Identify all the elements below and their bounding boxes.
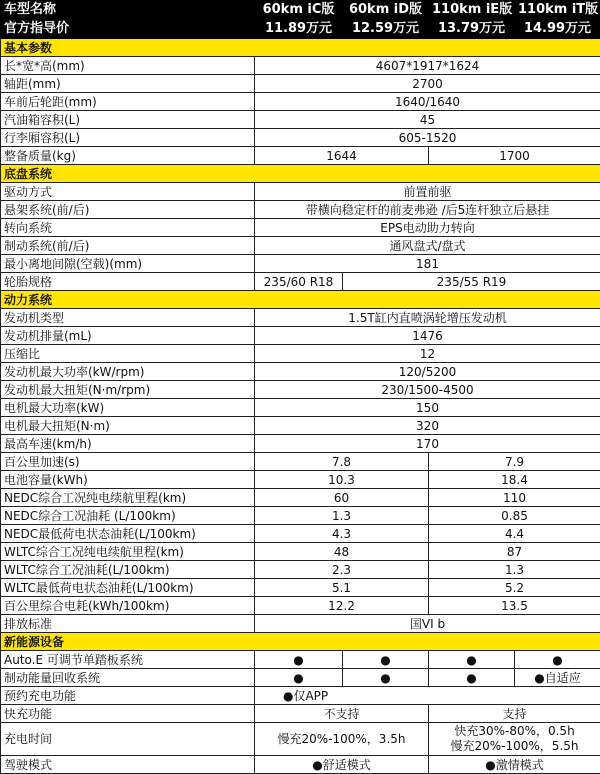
table-row xyxy=(1,471,600,489)
row-label: 百公里加速(s) xyxy=(1,453,255,471)
feature-dot: ●自适应 xyxy=(515,669,600,687)
row-label: 轮胎规格 xyxy=(1,273,255,291)
table-row xyxy=(1,57,600,75)
row-value: ●激情模式 xyxy=(429,756,600,774)
row-label: Auto.E 可调节单踏板系统 xyxy=(1,651,255,669)
row-value: 13.5 xyxy=(429,597,600,615)
table-row xyxy=(1,756,600,774)
row-value: 181 xyxy=(255,255,600,273)
row-value: 45 xyxy=(255,111,600,129)
row-label: 悬架系统(前/后) xyxy=(1,201,255,219)
row-value: EPS电动助力转向 xyxy=(255,219,600,237)
row-value: 4.3 xyxy=(255,525,429,543)
row-label: 发动机最大功率(kW/rpm) xyxy=(1,363,255,381)
section-header xyxy=(1,291,600,309)
row-value: 1640/1640 xyxy=(255,93,600,111)
section-header xyxy=(1,39,600,57)
row-value: 国VI b xyxy=(255,615,600,633)
table-row xyxy=(1,327,600,345)
row-value: 87 xyxy=(429,543,600,561)
header-row-model xyxy=(1,1,600,20)
row-value: 12.2 xyxy=(255,597,429,615)
row-label: WLTC综合工况纯电续航里程(km) xyxy=(1,543,255,561)
feature-dot: ● xyxy=(429,651,515,669)
row-label: 排放标准 xyxy=(1,615,255,633)
section-title-power: 动力系统 xyxy=(1,291,600,309)
row-label: WLTC综合工况油耗(L/100km) xyxy=(1,561,255,579)
feature-dot: ● xyxy=(343,669,429,687)
row-value: 18.4 xyxy=(429,471,600,489)
row-value: 1.3 xyxy=(255,507,429,525)
header-price-label: 官方指导价 xyxy=(1,20,255,39)
table-row xyxy=(1,399,600,417)
row-label: 发动机最大扭矩(N·m/rpm) xyxy=(1,381,255,399)
table-row xyxy=(1,615,600,633)
table-row xyxy=(1,147,600,165)
table-row xyxy=(1,111,600,129)
row-value: 0.85 xyxy=(429,507,600,525)
section-header xyxy=(1,165,600,183)
table-row xyxy=(1,561,600,579)
row-label: 充电时间 xyxy=(1,723,255,756)
row-label: 压缩比 xyxy=(1,345,255,363)
table-row xyxy=(1,363,600,381)
model-name: 60km iD版 xyxy=(343,1,429,20)
feature-dot: ● xyxy=(343,651,429,669)
section-title-basic: 基本参数 xyxy=(1,39,600,57)
table-row xyxy=(1,417,600,435)
row-value: 5.2 xyxy=(429,579,600,597)
model-price: 11.89万元 xyxy=(255,20,343,39)
row-label: 整备质量(kg) xyxy=(1,147,255,165)
row-label: 百公里综合电耗(kWh/100km) xyxy=(1,597,255,615)
row-value: 170 xyxy=(255,435,600,453)
row-label: 发动机类型 xyxy=(1,309,255,327)
row-label: 汽油箱容积(L) xyxy=(1,111,255,129)
row-value: ●仅APP xyxy=(255,687,600,705)
row-value: 150 xyxy=(255,399,600,417)
table-row xyxy=(1,597,600,615)
table-row xyxy=(1,723,600,756)
row-value: 1476 xyxy=(255,327,600,345)
row-label: 驱动方式 xyxy=(1,183,255,201)
row-value: 1.5T缸内直喷涡轮增压发动机 xyxy=(255,309,600,327)
row-value: 10.3 xyxy=(255,471,429,489)
row-value: 7.8 xyxy=(255,453,429,471)
row-label: 转向系统 xyxy=(1,219,255,237)
table-row xyxy=(1,669,600,687)
row-value-multiline xyxy=(429,723,600,756)
header-row-price xyxy=(1,20,600,39)
table-row xyxy=(1,507,600,525)
row-value: 48 xyxy=(255,543,429,561)
row-label: 电机最大功率(kW) xyxy=(1,399,255,417)
header-model-label: 车型名称 xyxy=(1,1,255,20)
model-name: 110km iE版 xyxy=(429,1,515,20)
table-row xyxy=(1,273,600,291)
row-value: 慢充20%-100%，3.5h xyxy=(255,723,429,756)
table-row xyxy=(1,129,600,147)
row-value: ●舒适模式 xyxy=(255,756,429,774)
row-value: 2700 xyxy=(255,75,600,93)
row-value: 前置前驱 xyxy=(255,183,600,201)
row-label: 预约充电功能 xyxy=(1,687,255,705)
model-name: 110km iT版 xyxy=(515,1,600,20)
row-label: 最小离地间隙(空载)(mm) xyxy=(1,255,255,273)
table-row xyxy=(1,183,600,201)
row-label: 驾驶模式 xyxy=(1,756,255,774)
row-value: 通风盘式/盘式 xyxy=(255,237,600,255)
row-value: 2.3 xyxy=(255,561,429,579)
table-row xyxy=(1,345,600,363)
table-row xyxy=(1,255,600,273)
row-value: 5.1 xyxy=(255,579,429,597)
row-value: 320 xyxy=(255,417,600,435)
feature-dot: ● xyxy=(429,669,515,687)
row-value: 235/60 R18 xyxy=(255,273,343,291)
row-label: 电池容量(kWh) xyxy=(1,471,255,489)
table-row xyxy=(1,219,600,237)
row-value: 235/55 R19 xyxy=(343,273,600,291)
row-label: 发动机排量(mL) xyxy=(1,327,255,345)
row-value: 12 xyxy=(255,345,600,363)
row-value: 4607*1917*1624 xyxy=(255,57,600,75)
row-label: WLTC最低荷电状态油耗(L/100km) xyxy=(1,579,255,597)
row-label: 最高车速(km/h) xyxy=(1,435,255,453)
row-label: 车前后轮距(mm) xyxy=(1,93,255,111)
section-title-chassis: 底盘系统 xyxy=(1,165,600,183)
row-label: NEDC最低荷电状态油耗(L/100km) xyxy=(1,525,255,543)
row-value: 605-1520 xyxy=(255,129,600,147)
table-row xyxy=(1,687,600,705)
row-value: 230/1500-4500 xyxy=(255,381,600,399)
row-label: 快充功能 xyxy=(1,705,255,723)
model-price: 13.79万元 xyxy=(429,20,515,39)
row-value: 带横向稳定杆的前麦弗逊 /后5连杆独立后悬挂 xyxy=(255,201,600,219)
row-value: 4.4 xyxy=(429,525,600,543)
table-row xyxy=(1,93,600,111)
row-value: 1700 xyxy=(429,147,600,165)
row-label: 长*宽*高(mm) xyxy=(1,57,255,75)
row-value: 1644 xyxy=(255,147,429,165)
table-row xyxy=(1,579,600,597)
row-label: 制动能量回收系统 xyxy=(1,669,255,687)
feature-dot: ● xyxy=(515,651,600,669)
table-row xyxy=(1,201,600,219)
table-row xyxy=(1,381,600,399)
row-label: NEDC综合工况油耗 (L/100km) xyxy=(1,507,255,525)
table-row xyxy=(1,435,600,453)
table-row xyxy=(1,525,600,543)
row-label: 轴距(mm) xyxy=(1,75,255,93)
section-title-nev: 新能源设备 xyxy=(1,633,600,651)
table-row xyxy=(1,705,600,723)
table-row xyxy=(1,489,600,507)
model-price: 14.99万元 xyxy=(515,20,600,39)
table-row xyxy=(1,75,600,93)
table-row xyxy=(1,651,600,669)
row-value: 不支持 xyxy=(255,705,429,723)
row-value: 60 xyxy=(255,489,429,507)
row-value: 7.9 xyxy=(429,453,600,471)
row-value: 110 xyxy=(429,489,600,507)
row-value: 120/5200 xyxy=(255,363,600,381)
model-price: 12.59万元 xyxy=(343,20,429,39)
row-label: 制动系统(前/后) xyxy=(1,237,255,255)
table-row xyxy=(1,453,600,471)
row-label: 电机最大扭矩(N·m) xyxy=(1,417,255,435)
charge-slow-text: 慢充20%-100%，5.5h xyxy=(432,739,597,754)
model-name: 60km iC版 xyxy=(255,1,343,20)
table-row xyxy=(1,309,600,327)
section-header xyxy=(1,633,600,651)
row-label: NEDC综合工况纯电续航里程(km) xyxy=(1,489,255,507)
table-row xyxy=(1,543,600,561)
feature-dot: ● xyxy=(255,651,343,669)
table-row xyxy=(1,237,600,255)
row-label: 行李厢容积(L) xyxy=(1,129,255,147)
row-value: 支持 xyxy=(429,705,600,723)
charge-fast-text: 快充30%-80%，0.5h xyxy=(432,724,597,739)
row-value: 1.3 xyxy=(429,561,600,579)
feature-dot: ● xyxy=(255,669,343,687)
